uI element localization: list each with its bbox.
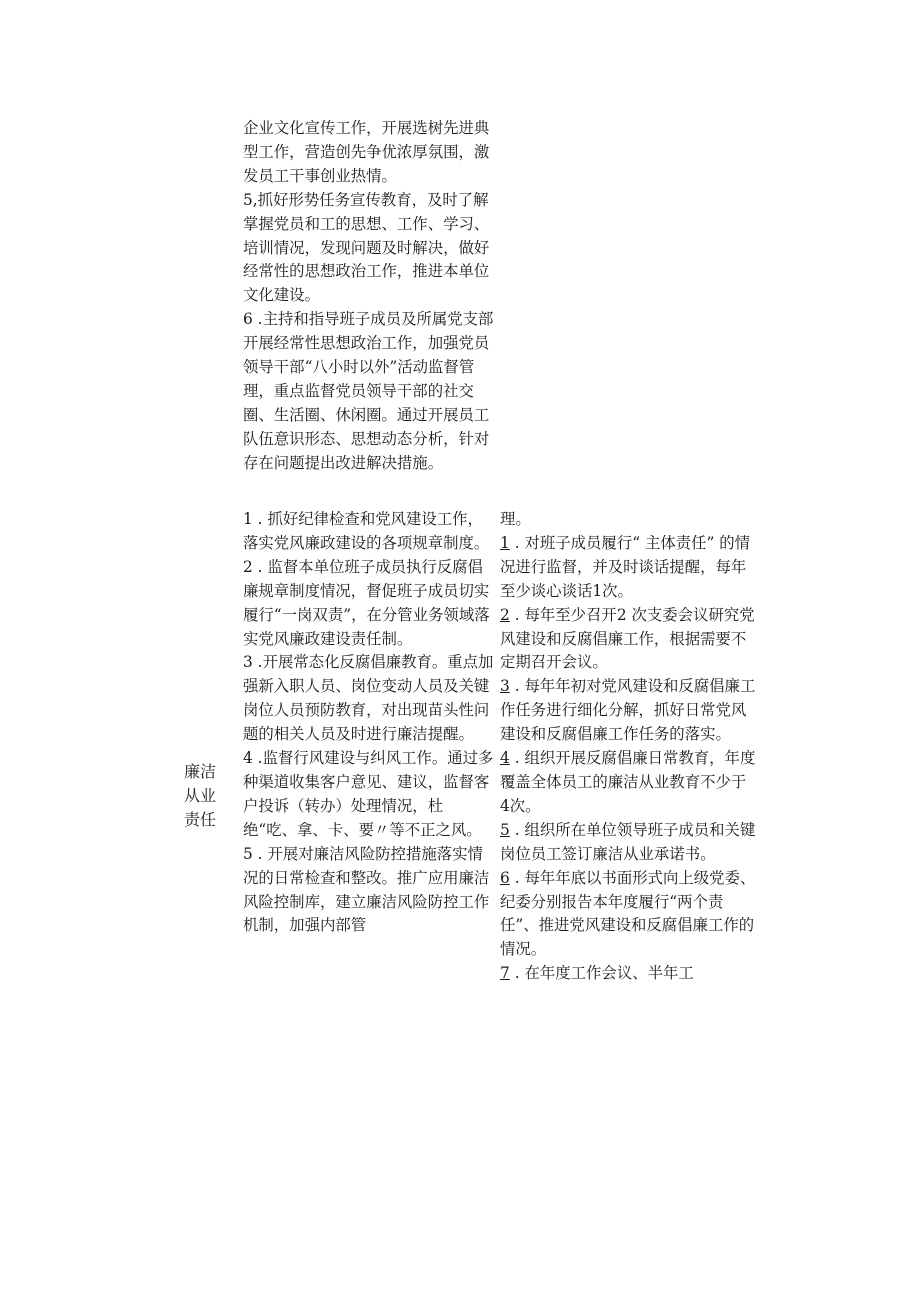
measure-number: 7 xyxy=(500,964,510,983)
duty-paragraph: 5 . 开展对廉洁风险防控措施落实情况的日常检查和整改。推广应用廉洁风险控制库，建立廉洁风险防控工作机制，加强内部管 xyxy=(243,844,490,935)
measure-text: . 在年度工作会议、半年工 xyxy=(509,964,694,983)
duty-paragraph: 4 .监督行风建设与纠风工作。通过多种渠道收集客户意见、建议，监督客户投诉（转办）处理情况，杜绝“吃、拿、卡、要〃等不正之风。 xyxy=(243,749,494,839)
row-label-line: 责任 xyxy=(183,810,216,829)
measure-text: . 组织开展反腐倡廉日常教育，年度覆盖全体员工的廉洁从业教育不少于4次。 xyxy=(500,749,756,815)
integrity-duties-column xyxy=(243,508,495,938)
measure-number: 4 xyxy=(500,749,510,768)
duty-paragraph: 5,抓好形势任务宣传教育，及时了解掌握党员和工的思想、工作、学习、培训情况，发现问题及时解决，做好经常性的思想政治工作，推进本单位文化建设。 xyxy=(243,190,490,305)
integrity-measures-column xyxy=(500,508,756,986)
measure-text: . 每年年底以书面形式向上级党委、纪委分别报告本年度履行“两个责任”、推进党风建设和反腐倡廉工作的情况。 xyxy=(500,868,756,959)
measure-number: 3 xyxy=(500,677,510,696)
top-duties-column xyxy=(243,117,495,476)
measure-number: 2 xyxy=(500,605,510,624)
measure-text: . 组织所在单位领导班子成员和关键岗位员工签订廉洁从业承诺书。 xyxy=(500,820,756,863)
measure-item xyxy=(500,604,756,676)
measure-item xyxy=(500,962,756,986)
measure-item xyxy=(500,532,756,604)
measure-item xyxy=(500,819,756,867)
measure-number: 1 xyxy=(500,533,510,552)
measure-item xyxy=(500,675,756,747)
measure-item xyxy=(500,747,756,819)
row-label-integrity-responsibility xyxy=(178,760,222,832)
duty-paragraph: 企业文化宣传工作，开展选树先进典型工作，营造创先争优浓厚氛围，激发员工干事创业热情。 xyxy=(243,119,490,185)
measure-item xyxy=(500,867,756,963)
measure-number: 6 xyxy=(500,868,510,887)
duty-paragraph: 2 . 监督本单位班子成员执行反腐倡廉规章制度情况，督促班子成员切实履行“一岗双责”，在分管业务领域落实党风廉政建设责任制。 xyxy=(243,557,490,648)
row-label-line: 从业 xyxy=(183,786,216,805)
measure-text: . 对班子成员履行“ 主体责任” 的情况进行监督，并及时谈话提醒，每年至少谈心谈话1次。 xyxy=(500,533,751,600)
duty-paragraph: 6 .主持和指导班子成员及所属党支部开展经常性思想政治工作，加强党员领导干部“八小时以外”活动监督管理，重点监督党员领导干部的社交圈、生活圈、休闲圈。通过开展员工队伍意识形态、思想动态分析，针对存在问题提出改进解决措施。 xyxy=(243,310,494,472)
measure-text: . 每年年初对党风建设和反腐倡廉工作任务进行细化分解，抓好日常党风建设和反腐倡廉工作任务的落实。 xyxy=(500,677,756,744)
duty-paragraph: 3 .开展常态化反腐倡廉教育。重点加强新入职人员、岗位变动人员及关键岗位人员预防教育，对出现苗头性问题的相关人员及时进行廉洁提醒。 xyxy=(243,653,494,744)
continuation-text: 理。 xyxy=(500,510,531,528)
measure-text: . 每年至少召开2 次支委会议研究党风建设和反腐倡廉工作，根据需要不定期召开会议。 xyxy=(500,605,755,672)
duty-paragraph: 1 . 抓好纪律检查和党风建设工作，落实党风廉政建设的各项规章制度。 xyxy=(243,510,490,552)
measure-number: 5 xyxy=(500,820,510,839)
row-label-line: 廉洁 xyxy=(183,762,216,781)
